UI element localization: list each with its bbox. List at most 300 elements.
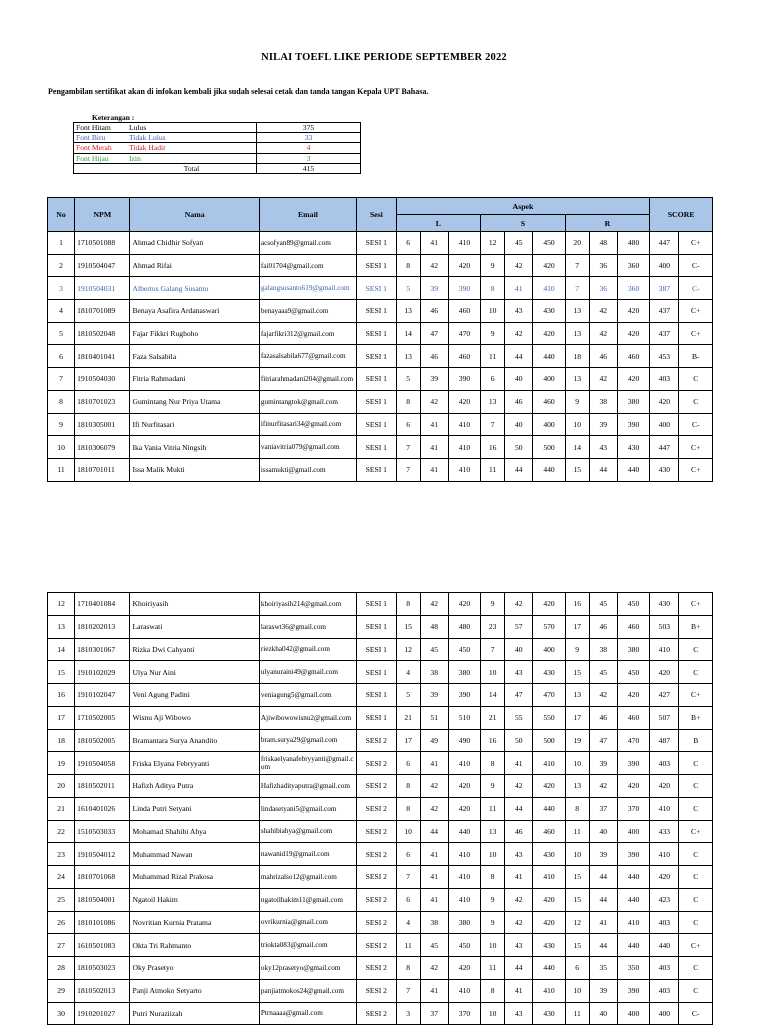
cell-l-raw: 13 xyxy=(396,345,420,368)
cell-l-score: 420 xyxy=(448,593,480,616)
cell-l-score: 410 xyxy=(448,979,480,1002)
cell-l-conv: 41 xyxy=(420,458,448,481)
cell-s-raw: 9 xyxy=(481,322,505,345)
cell-l-raw: 13 xyxy=(396,300,420,323)
cell-sesi: SESI 1 xyxy=(356,345,396,368)
table-row xyxy=(48,593,713,616)
cell-r-raw: 14 xyxy=(565,436,589,459)
header-sesi: Sesi xyxy=(356,198,396,232)
cell-score: 403 xyxy=(650,957,679,980)
cell-l-score: 410 xyxy=(448,843,480,866)
table-row xyxy=(48,615,713,638)
legend-count: 3 xyxy=(257,153,361,163)
cell-score: 400 xyxy=(650,254,679,277)
cell-s-raw: 11 xyxy=(481,458,505,481)
legend-row xyxy=(74,133,361,143)
cell-r-score: 380 xyxy=(617,638,649,661)
cell-sesi: SESI 2 xyxy=(356,888,396,911)
cell-r-conv: 46 xyxy=(589,345,617,368)
cell-email: nawanid19@gmail.com xyxy=(259,843,356,866)
cell-npm: 1810701089 xyxy=(75,300,130,323)
cell-r-conv: 43 xyxy=(589,436,617,459)
cell-grade: C xyxy=(679,638,713,661)
table-row xyxy=(48,458,713,481)
cell-r-score: 450 xyxy=(617,593,649,616)
cell-s-raw: 9 xyxy=(481,888,505,911)
cell-nama: Okta Tri Rahmanto xyxy=(130,934,259,957)
cell-s-score: 430 xyxy=(533,1002,565,1025)
cell-no: 2 xyxy=(48,254,75,277)
cell-s-score: 500 xyxy=(533,729,565,752)
cell-s-conv: 41 xyxy=(505,979,533,1002)
cell-sesi: SESI 2 xyxy=(356,934,396,957)
legend-count: 33 xyxy=(257,133,361,143)
cell-l-score: 410 xyxy=(448,866,480,889)
cell-s-raw: 16 xyxy=(481,729,505,752)
cell-s-score: 430 xyxy=(533,843,565,866)
cell-sesi: SESI 1 xyxy=(356,615,396,638)
cell-grade: C xyxy=(679,368,713,391)
cell-r-conv: 36 xyxy=(589,254,617,277)
cell-l-raw: 6 xyxy=(396,888,420,911)
cell-r-conv: 36 xyxy=(589,277,617,300)
cell-score: 503 xyxy=(650,615,679,638)
cell-s-conv: 45 xyxy=(505,232,533,255)
cell-r-score: 420 xyxy=(617,322,649,345)
table-row xyxy=(48,254,713,277)
cell-r-conv: 35 xyxy=(589,957,617,980)
cell-email: fajarfikri312@gmail.com xyxy=(259,322,356,345)
cell-email: fitriarahmadani204@gmail.com xyxy=(259,368,356,391)
cell-r-raw: 8 xyxy=(565,797,589,820)
table-row xyxy=(48,934,713,957)
cell-nama: Friska Elyana Febryyanti xyxy=(130,752,259,775)
cell-l-raw: 4 xyxy=(396,661,420,684)
cell-l-score: 380 xyxy=(448,911,480,934)
cell-s-conv: 42 xyxy=(505,254,533,277)
cell-s-conv: 46 xyxy=(505,390,533,413)
cell-nama: Gumintang Nur Priya Utama xyxy=(130,390,259,413)
cell-score: 427 xyxy=(650,684,679,707)
cell-nama: Ulya Nur Aini xyxy=(130,661,259,684)
cell-r-raw: 11 xyxy=(565,820,589,843)
cell-r-score: 440 xyxy=(617,866,649,889)
cell-r-raw: 13 xyxy=(565,775,589,798)
cell-s-score: 420 xyxy=(533,888,565,911)
cell-r-score: 420 xyxy=(617,368,649,391)
header-no: No xyxy=(48,198,75,232)
cell-grade: C+ xyxy=(679,684,713,707)
cell-s-score: 420 xyxy=(533,254,565,277)
cell-sesi: SESI 1 xyxy=(356,368,396,391)
cell-r-conv: 38 xyxy=(589,638,617,661)
cell-email: Hafizhadityaputra@gmail.com xyxy=(259,775,356,798)
cell-r-score: 450 xyxy=(617,661,649,684)
cell-no: 22 xyxy=(48,820,75,843)
cell-s-score: 500 xyxy=(533,436,565,459)
cell-l-conv: 37 xyxy=(420,1002,448,1025)
cell-r-conv: 42 xyxy=(589,775,617,798)
cell-r-conv: 44 xyxy=(589,888,617,911)
cell-l-conv: 41 xyxy=(420,232,448,255)
cell-sesi: SESI 2 xyxy=(356,797,396,820)
cell-nama: Mohamad Shahibi Ahya xyxy=(130,820,259,843)
header-l: L xyxy=(396,215,481,232)
cell-no: 30 xyxy=(48,1002,75,1025)
cell-score: 420 xyxy=(650,866,679,889)
cell-npm: 1910504030 xyxy=(75,368,130,391)
cell-l-conv: 42 xyxy=(420,797,448,820)
legend-status: Lulus xyxy=(127,123,257,133)
cell-sesi: SESI 1 xyxy=(356,593,396,616)
cell-r-conv: 42 xyxy=(589,300,617,323)
table-row xyxy=(48,911,713,934)
table-row xyxy=(48,797,713,820)
cell-s-conv: 42 xyxy=(505,593,533,616)
cell-s-raw: 11 xyxy=(481,957,505,980)
cell-s-conv: 42 xyxy=(505,775,533,798)
cell-grade: C xyxy=(679,843,713,866)
cell-s-raw: 9 xyxy=(481,911,505,934)
cell-s-score: 550 xyxy=(533,706,565,729)
cell-l-conv: 45 xyxy=(420,934,448,957)
legend-font: Font Biru xyxy=(74,133,128,143)
cell-s-raw: 7 xyxy=(481,638,505,661)
cell-r-raw: 16 xyxy=(565,593,589,616)
cell-no: 5 xyxy=(48,322,75,345)
cell-sesi: SESI 2 xyxy=(356,843,396,866)
cell-npm: 1810101086 xyxy=(75,911,130,934)
cell-sesi: SESI 2 xyxy=(356,866,396,889)
cell-l-conv: 41 xyxy=(420,866,448,889)
cell-l-conv: 45 xyxy=(420,638,448,661)
cell-s-conv: 43 xyxy=(505,934,533,957)
cell-s-conv: 43 xyxy=(505,300,533,323)
cell-s-score: 440 xyxy=(533,957,565,980)
cell-nama: Fitria Rahmadani xyxy=(130,368,259,391)
cell-sesi: SESI 2 xyxy=(356,1002,396,1025)
certificate-note: Pengambilan sertifikat akan di infokan kembali jika sudah selesai cetak dan tanda tangan Kepala UPT Bahasa. xyxy=(48,87,429,96)
cell-grade: C- xyxy=(679,277,713,300)
cell-s-raw: 7 xyxy=(481,413,505,436)
cell-r-score: 480 xyxy=(617,232,649,255)
cell-s-conv: 43 xyxy=(505,843,533,866)
cell-s-raw: 9 xyxy=(481,775,505,798)
cell-score: 403 xyxy=(650,752,679,775)
cell-l-score: 470 xyxy=(448,322,480,345)
cell-r-score: 350 xyxy=(617,957,649,980)
cell-npm: 1910504012 xyxy=(75,843,130,866)
cell-npm: 1710501088 xyxy=(75,232,130,255)
cell-s-score: 430 xyxy=(533,300,565,323)
cell-r-score: 390 xyxy=(617,752,649,775)
cell-npm: 1910102029 xyxy=(75,661,130,684)
legend-table xyxy=(73,122,361,174)
cell-no: 15 xyxy=(48,661,75,684)
cell-nama: Ngatoil Hakim xyxy=(130,888,259,911)
cell-grade: C+ xyxy=(679,322,713,345)
cell-grade: C+ xyxy=(679,820,713,843)
cell-no: 19 xyxy=(48,752,75,775)
cell-l-conv: 42 xyxy=(420,254,448,277)
cell-s-conv: 41 xyxy=(505,752,533,775)
cell-nama: Bramantara Surya Anandito xyxy=(130,729,259,752)
cell-s-raw: 9 xyxy=(481,593,505,616)
cell-email: shahibiahya@gmail.com xyxy=(259,820,356,843)
cell-r-score: 400 xyxy=(617,1002,649,1025)
header-aspek: Aspek xyxy=(396,198,650,215)
cell-r-raw: 10 xyxy=(565,979,589,1002)
cell-score: 403 xyxy=(650,911,679,934)
cell-r-score: 360 xyxy=(617,277,649,300)
table-row xyxy=(48,300,713,323)
cell-no: 1 xyxy=(48,232,75,255)
cell-score: 437 xyxy=(650,322,679,345)
cell-l-conv: 41 xyxy=(420,843,448,866)
cell-l-raw: 8 xyxy=(396,390,420,413)
cell-l-raw: 6 xyxy=(396,752,420,775)
cell-sesi: SESI 2 xyxy=(356,911,396,934)
cell-grade: C xyxy=(679,979,713,1002)
cell-l-raw: 8 xyxy=(396,775,420,798)
cell-sesi: SESI 2 xyxy=(356,775,396,798)
cell-npm: 1810701068 xyxy=(75,866,130,889)
cell-r-raw: 6 xyxy=(565,957,589,980)
cell-l-raw: 12 xyxy=(396,638,420,661)
cell-nama: Wisnu Aji Wibowo xyxy=(130,706,259,729)
cell-r-conv: 44 xyxy=(589,458,617,481)
cell-s-score: 410 xyxy=(533,752,565,775)
cell-r-raw: 10 xyxy=(565,413,589,436)
cell-r-raw: 9 xyxy=(565,638,589,661)
cell-no: 3 xyxy=(48,277,75,300)
cell-s-score: 430 xyxy=(533,661,565,684)
cell-l-score: 490 xyxy=(448,729,480,752)
cell-l-raw: 10 xyxy=(396,820,420,843)
cell-sesi: SESI 1 xyxy=(356,254,396,277)
cell-sesi: SESI 1 xyxy=(356,413,396,436)
cell-r-raw: 7 xyxy=(565,254,589,277)
cell-npm: 1810305001 xyxy=(75,413,130,436)
cell-grade: C- xyxy=(679,413,713,436)
cell-r-raw: 20 xyxy=(565,232,589,255)
cell-l-score: 420 xyxy=(448,775,480,798)
cell-r-score: 430 xyxy=(617,436,649,459)
cell-r-raw: 13 xyxy=(565,684,589,707)
cell-l-raw: 3 xyxy=(396,1002,420,1025)
cell-email: Ptrnaaaa@gmail.com xyxy=(259,1002,356,1025)
cell-s-score: 400 xyxy=(533,638,565,661)
cell-l-score: 410 xyxy=(448,436,480,459)
cell-r-conv: 42 xyxy=(589,684,617,707)
header-email: Email xyxy=(259,198,356,232)
cell-l-score: 420 xyxy=(448,957,480,980)
table-row xyxy=(48,843,713,866)
cell-l-conv: 39 xyxy=(420,684,448,707)
cell-npm: 1810306079 xyxy=(75,436,130,459)
cell-email: triokta083@gmail.com xyxy=(259,934,356,957)
cell-npm: 1610401026 xyxy=(75,797,130,820)
cell-l-raw: 6 xyxy=(396,232,420,255)
cell-r-raw: 13 xyxy=(565,368,589,391)
legend-total-label: Total xyxy=(127,163,257,173)
cell-r-raw: 13 xyxy=(565,300,589,323)
cell-email: fai01704@gmail.com xyxy=(259,254,356,277)
cell-no: 9 xyxy=(48,413,75,436)
cell-sesi: SESI 1 xyxy=(356,436,396,459)
cell-l-raw: 5 xyxy=(396,277,420,300)
cell-r-score: 400 xyxy=(617,820,649,843)
cell-sesi: SESI 1 xyxy=(356,661,396,684)
cell-l-raw: 6 xyxy=(396,843,420,866)
cell-nama: Ika Vania Vitria Ningsih xyxy=(130,436,259,459)
cell-r-raw: 13 xyxy=(565,322,589,345)
cell-score: 410 xyxy=(650,638,679,661)
cell-l-raw: 7 xyxy=(396,866,420,889)
cell-grade: B+ xyxy=(679,615,713,638)
legend-row xyxy=(74,123,361,133)
cell-no: 12 xyxy=(48,593,75,616)
cell-npm: 1810504001 xyxy=(75,888,130,911)
cell-score: 447 xyxy=(650,232,679,255)
cell-grade: C+ xyxy=(679,934,713,957)
cell-s-conv: 41 xyxy=(505,277,533,300)
cell-nama: Muhammad Rizal Prakosa xyxy=(130,866,259,889)
cell-grade: C xyxy=(679,911,713,934)
cell-grade: C xyxy=(679,888,713,911)
legend-blank xyxy=(74,163,128,173)
cell-no: 20 xyxy=(48,775,75,798)
cell-l-conv: 41 xyxy=(420,436,448,459)
legend-font: Font Hijau xyxy=(74,153,128,163)
cell-r-conv: 40 xyxy=(589,1002,617,1025)
cell-s-conv: 46 xyxy=(505,820,533,843)
cell-grade: C xyxy=(679,661,713,684)
cell-s-conv: 40 xyxy=(505,368,533,391)
cell-s-raw: 8 xyxy=(481,752,505,775)
cell-sesi: SESI 2 xyxy=(356,979,396,1002)
cell-email: acsofyan89@gmail.com xyxy=(259,232,356,255)
cell-s-score: 430 xyxy=(533,934,565,957)
table-row xyxy=(48,820,713,843)
cell-s-score: 400 xyxy=(533,413,565,436)
cell-l-raw: 8 xyxy=(396,254,420,277)
cell-nama: Putri Nuraziizah xyxy=(130,1002,259,1025)
cell-l-score: 420 xyxy=(448,390,480,413)
cell-npm: 1510503033 xyxy=(75,820,130,843)
cell-npm: 1810502005 xyxy=(75,729,130,752)
table-row xyxy=(48,752,713,775)
cell-grade: C- xyxy=(679,1002,713,1025)
cell-nama: Ahmad Chidhir Sofyan xyxy=(130,232,259,255)
cell-sesi: SESI 1 xyxy=(356,277,396,300)
cell-no: 14 xyxy=(48,638,75,661)
cell-nama: Faza Salsabila xyxy=(130,345,259,368)
cell-r-conv: 39 xyxy=(589,413,617,436)
cell-npm: 1910504058 xyxy=(75,752,130,775)
cell-l-conv: 38 xyxy=(420,661,448,684)
cell-score: 423 xyxy=(650,888,679,911)
cell-r-conv: 48 xyxy=(589,232,617,255)
cell-email: friskaelyanafebryyanti@gmail.com xyxy=(259,752,356,775)
cell-score: 437 xyxy=(650,300,679,323)
cell-r-raw: 19 xyxy=(565,729,589,752)
cell-score: 433 xyxy=(650,820,679,843)
cell-l-score: 480 xyxy=(448,615,480,638)
cell-r-conv: 44 xyxy=(589,934,617,957)
cell-sesi: SESI 1 xyxy=(356,684,396,707)
cell-npm: 1810701011 xyxy=(75,458,130,481)
cell-npm: 1810401041 xyxy=(75,345,130,368)
cell-grade: B- xyxy=(679,345,713,368)
cell-npm: 1610501083 xyxy=(75,934,130,957)
cell-r-conv: 39 xyxy=(589,979,617,1002)
cell-l-conv: 42 xyxy=(420,593,448,616)
cell-s-conv: 55 xyxy=(505,706,533,729)
cell-s-score: 450 xyxy=(533,232,565,255)
cell-score: 420 xyxy=(650,390,679,413)
cell-grade: C+ xyxy=(679,232,713,255)
cell-l-conv: 44 xyxy=(420,820,448,843)
cell-s-conv: 42 xyxy=(505,888,533,911)
cell-r-conv: 45 xyxy=(589,593,617,616)
legend-row xyxy=(74,143,361,153)
cell-sesi: SESI 1 xyxy=(356,322,396,345)
cell-r-raw: 11 xyxy=(565,1002,589,1025)
cell-r-conv: 46 xyxy=(589,706,617,729)
cell-grade: C xyxy=(679,390,713,413)
legend-status: Tidak Lulus xyxy=(127,133,257,143)
cell-s-raw: 10 xyxy=(481,1002,505,1025)
cell-email: issamukti@gmail.com xyxy=(259,458,356,481)
cell-s-raw: 8 xyxy=(481,866,505,889)
cell-l-conv: 41 xyxy=(420,752,448,775)
cell-nama: Ifi Nurfitasari xyxy=(130,413,259,436)
cell-npm: 1810502011 xyxy=(75,775,130,798)
cell-r-raw: 18 xyxy=(565,345,589,368)
cell-r-score: 460 xyxy=(617,345,649,368)
cell-grade: C+ xyxy=(679,436,713,459)
cell-r-conv: 39 xyxy=(589,752,617,775)
cell-npm: 1910102047 xyxy=(75,684,130,707)
cell-s-raw: 8 xyxy=(481,277,505,300)
cell-l-raw: 7 xyxy=(396,979,420,1002)
cell-r-score: 440 xyxy=(617,934,649,957)
cell-s-raw: 16 xyxy=(481,436,505,459)
cell-score: 410 xyxy=(650,843,679,866)
cell-no: 25 xyxy=(48,888,75,911)
cell-r-conv: 37 xyxy=(589,797,617,820)
cell-l-score: 390 xyxy=(448,277,480,300)
cell-npm: 1810202013 xyxy=(75,615,130,638)
cell-l-score: 390 xyxy=(448,684,480,707)
cell-s-raw: 14 xyxy=(481,684,505,707)
cell-l-score: 410 xyxy=(448,232,480,255)
cell-r-raw: 17 xyxy=(565,706,589,729)
cell-no: 18 xyxy=(48,729,75,752)
header-npm: NPM xyxy=(75,198,130,232)
cell-r-score: 420 xyxy=(617,684,649,707)
table-row xyxy=(48,413,713,436)
cell-email: bram.surya29@gmail.com xyxy=(259,729,356,752)
header-s: S xyxy=(481,215,566,232)
cell-s-conv: 40 xyxy=(505,413,533,436)
cell-r-score: 360 xyxy=(617,254,649,277)
cell-nama: Laraswati xyxy=(130,615,259,638)
cell-r-raw: 15 xyxy=(565,888,589,911)
cell-score: 403 xyxy=(650,979,679,1002)
cell-s-score: 410 xyxy=(533,979,565,1002)
